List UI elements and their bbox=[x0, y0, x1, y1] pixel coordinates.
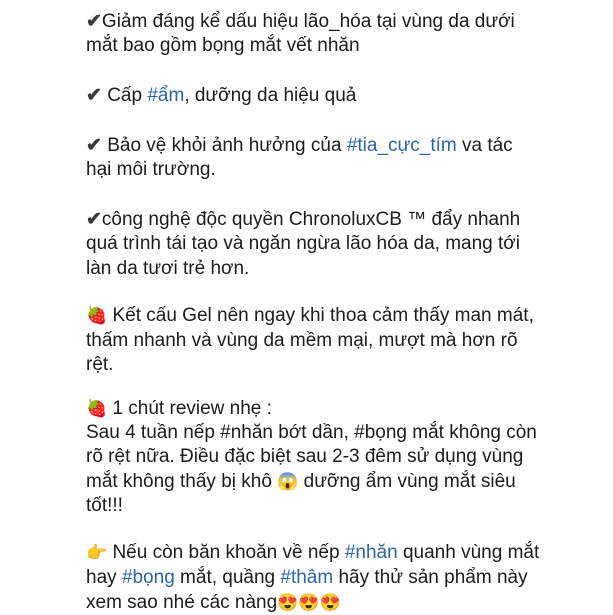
post-line bbox=[86, 329, 518, 353]
hashtag-link[interactable]: #tia_cực_tím bbox=[346, 135, 457, 156]
post-text-segment: Bảo vệ khỏi ảnh hưởng của bbox=[101, 135, 347, 156]
post-text-segment: hại môi trường. bbox=[86, 159, 216, 180]
post-text-segment: Giảm đáng kể dấu hiệu lão_hóa tại vùng da dưới bbox=[101, 11, 515, 32]
post-text-segment: quá trình tái tạo và ngăn ngừa lão hóa da, mang tới bbox=[86, 233, 520, 254]
post-line bbox=[86, 591, 341, 615]
post-line bbox=[86, 566, 528, 590]
post-text-segment: thấm nhanh và vùng da mềm mại, mượt mà hơn rõ bbox=[86, 330, 518, 351]
post-line bbox=[86, 134, 513, 158]
post-text-segment: hay bbox=[86, 567, 122, 588]
post-line bbox=[86, 445, 523, 469]
post-text-segment: xem sao nhé các nàng bbox=[86, 592, 278, 613]
post-text-segment: rõ rệt nữa. Điều đặc biệt sau 2-3 đêm sử dụng vùng bbox=[86, 446, 524, 467]
post-text-segment: mắt, quầng bbox=[174, 567, 281, 588]
post-text-segment: Cấp bbox=[101, 85, 148, 106]
checkmark-icon: ✔ bbox=[86, 11, 102, 32]
post-line bbox=[86, 541, 539, 565]
post-line bbox=[86, 84, 356, 108]
post-line bbox=[86, 397, 272, 421]
post-line bbox=[86, 304, 534, 328]
post-text-segment: công nghệ độc quyền ChronoluxCB ™ đẩy nhanh bbox=[101, 209, 521, 230]
post-line bbox=[86, 158, 216, 182]
hashtag-link[interactable]: #thâm bbox=[280, 567, 334, 588]
post-line bbox=[86, 353, 113, 377]
post-line bbox=[86, 208, 520, 232]
emoji-icon: 😱 bbox=[277, 472, 299, 491]
post-text-segment: va tác bbox=[456, 135, 513, 156]
post-text-segment: Kết cấu Gel nên ngay khi thoa cảm thấy man mát, bbox=[107, 305, 534, 326]
post-text-segment: quanh vùng mắt bbox=[397, 542, 540, 563]
checkmark-icon: ✔ bbox=[86, 85, 102, 106]
post-line bbox=[86, 421, 537, 445]
post-line bbox=[86, 494, 123, 518]
post-line bbox=[86, 470, 516, 494]
checkmark-icon: ✔ bbox=[86, 209, 102, 230]
post-text-segment: làn da tươi trẻ hơn. bbox=[86, 258, 250, 279]
post-text-segment: mắt bao gồm bọng mắt vết nhăn bbox=[86, 35, 360, 56]
post-text-segment: hãy thử sản phẩm này bbox=[333, 567, 528, 588]
post-line bbox=[86, 34, 360, 58]
emoji-icon: 🍓 bbox=[86, 399, 108, 418]
checkmark-icon: ✔ bbox=[86, 135, 102, 156]
emoji-icon: 🍓 bbox=[86, 306, 108, 325]
post-text-segment: dưỡng ẩm vùng mắt siêu bbox=[298, 471, 516, 492]
hashtag-link[interactable]: #ẩm bbox=[147, 85, 185, 106]
post-line bbox=[86, 257, 249, 281]
post-text-segment: rệt. bbox=[86, 354, 114, 375]
post-text-segment: mắt không thấy bị khô bbox=[86, 471, 278, 492]
emoji-icon: 😍😍😍 bbox=[277, 593, 341, 612]
post-line bbox=[86, 232, 520, 256]
post-text-segment: , dưỡng da hiệu quả bbox=[184, 85, 357, 106]
emoji-icon: 👉 bbox=[86, 543, 108, 562]
post-text-segment: tốt!!! bbox=[86, 495, 123, 516]
post-line bbox=[86, 10, 515, 34]
post-text-segment: 1 chút review nhẹ : bbox=[107, 398, 272, 419]
post-text-segment: Sau 4 tuần nếp #nhăn bớt dần, #bọng mắt không còn bbox=[86, 422, 537, 443]
hashtag-link[interactable]: #nhăn bbox=[344, 542, 398, 563]
hashtag-link[interactable]: #bọng bbox=[121, 567, 175, 588]
post-text-segment: Nếu còn băn khoăn về nếp bbox=[107, 542, 345, 563]
